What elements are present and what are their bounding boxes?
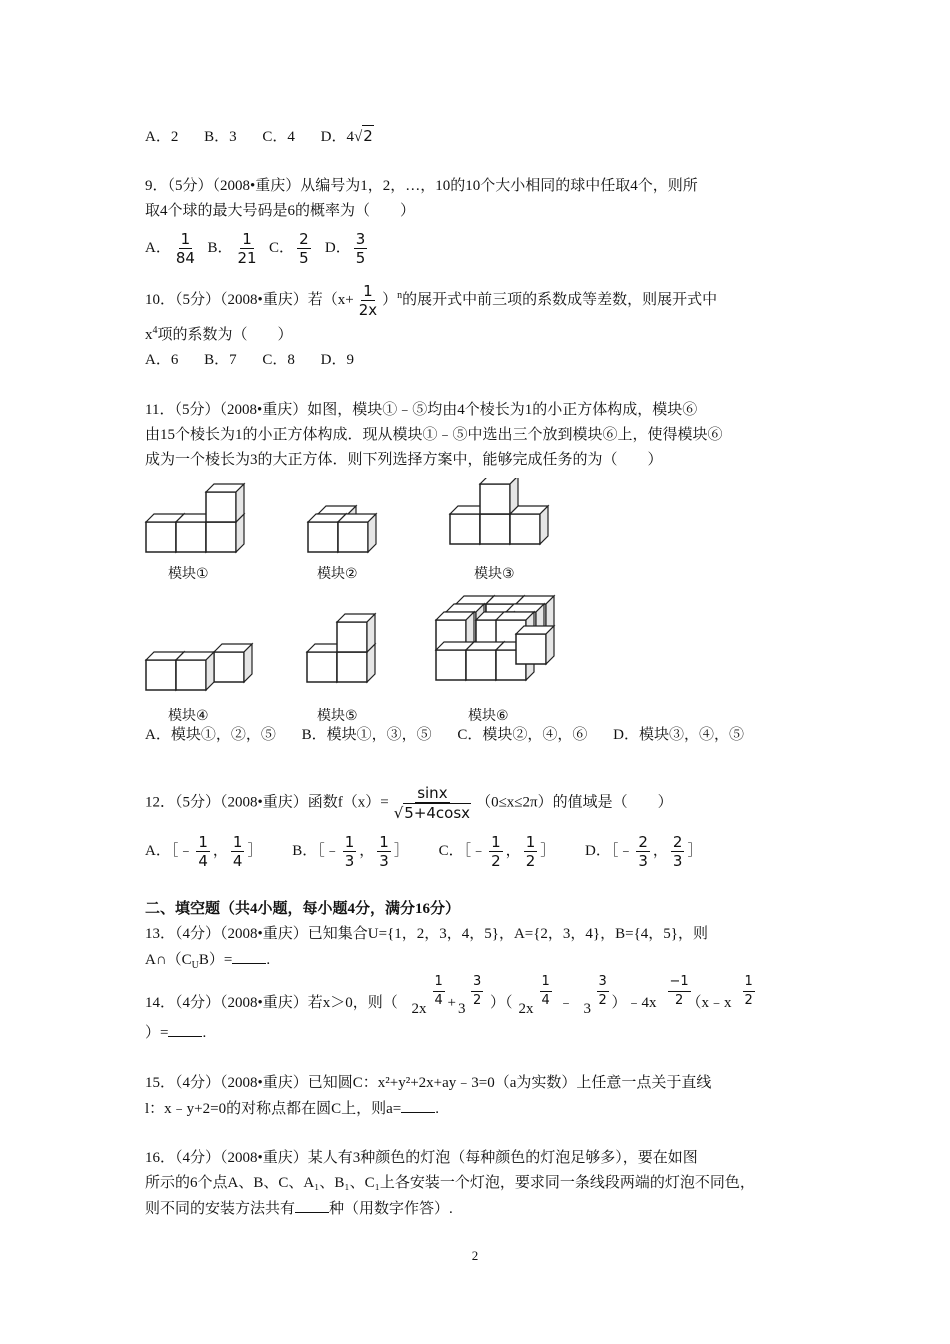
q8-radicand: 2 — [363, 127, 373, 145]
q10-line2: $x^4$项的系数为（ ） — [145, 325, 293, 343]
q9-line2: 取4个球的最大号码是6的概率为（ ） — [145, 203, 416, 219]
module-1-figure — [146, 484, 244, 552]
q9-option-c: C． $\frac{2}{5}$ — [269, 230, 309, 267]
q9-options — [145, 230, 370, 267]
q9-option-a: A． $\frac{1}{84}$ — [145, 230, 195, 267]
q10-option-b: B．7 — [204, 352, 237, 368]
module-5-label: 模块⑤ — [317, 708, 358, 724]
q10-options — [145, 350, 376, 370]
module-4-figure — [146, 644, 252, 690]
q16-line3: 则不同的安装方法共有 种（用数字作答）. — [145, 1198, 453, 1219]
q16-answer-blank — [295, 1198, 329, 1213]
q8-option-a: A．2 — [145, 129, 179, 145]
q11-line1: 11．（5分）（2008•重庆）如图，模块①﹣⑤均由4个棱长为1的小正方体构成，模块⑥ — [145, 402, 698, 418]
q11-figure — [140, 478, 570, 703]
q12-option-b: B．［﹣ $\frac{1}{3}$ ， $\frac{1}{3}$ ］ — [292, 833, 409, 870]
module-4-label: 模块④ — [168, 708, 209, 724]
q13-line1: 13．（4分）（2008•重庆）已知集合U={1，2，3，4，5}，A={2，3，4}，B={4，5}，则 — [145, 926, 709, 942]
q13-line2: $A\cap(C_UB)=$ . — [145, 949, 270, 970]
q15-line2: l：x﹣y+2=0的对称点都在圆C上，则a= . — [145, 1098, 439, 1119]
module-3-figure — [450, 478, 548, 544]
q11-option-a: A．模块①，②，⑤ — [145, 727, 276, 743]
q12-line1: 12．（5分）（2008•重庆）函数f（x）= $\frac{\sin x}{√5+4\cos x}$ （0≤x≤2π）的值域是（ ） — [145, 784, 673, 822]
q14-answer-blank — [168, 1022, 202, 1037]
q13-answer-blank — [232, 949, 266, 964]
q14-line1: 14．（4分）（2008•重庆）若x＞0，则（ 2x $\frac{1}{4}$ + 3 $\frac{3}{2}$ ）（ 2x $\frac{1}{4}$ ﹣ 3 $\frac{3}{2}$ ）﹣4x $\frac{-1}{2}$ （x﹣x $\frac{1}{2}$ — [145, 974, 753, 1017]
q12-option-a: A．［﹣ $\frac{1}{4}$ ， $\frac{1}{4}$ ］ — [145, 833, 263, 870]
q11-line3: 成为一个棱长为3的大正方体．则下列选择方案中，能够完成任务的为（ ） — [145, 452, 663, 468]
page-number: 2 — [471, 1248, 479, 1263]
q16-line1: 16．（4分）（2008•重庆）某人有3种颜色的灯泡（每种颜色的灯泡足够多），要在如图 — [145, 1150, 698, 1166]
q12-option-d: D．［﹣ $\frac{2}{3}$ ， $\frac{2}{3}$ ］ — [585, 833, 703, 870]
q10-option-d: D．9 — [320, 352, 354, 368]
q8-option-d: D．4√2 — [320, 127, 373, 145]
q15-line1: 15．（4分）（2008•重庆）已知圆C：x²+y²+2x+ay﹣3=0（a为实数）上任意一点关于直线 — [145, 1075, 712, 1091]
q15-answer-blank — [401, 1098, 435, 1113]
module-2-figure — [308, 506, 376, 552]
q14-line2: ）= . — [145, 1022, 206, 1043]
module-5-figure — [307, 614, 375, 682]
q8-option-c: C．4 — [262, 129, 295, 145]
q10-option-c: C．8 — [262, 352, 295, 368]
q16-line2: 所示的6个点A、B、C、A₁、B₁、C₁上各安装一个灯泡，要求同一条线段两端的灯泡不同色， — [145, 1175, 755, 1191]
q9-option-b: B． $\frac{1}{21}$ — [207, 230, 257, 267]
q11-line2: 由15个棱长为1的小正方体构成．现从模块①﹣⑤中选出三个放到模块⑥上，使得模块⑥ — [145, 427, 723, 443]
q8-option-b: B．3 — [204, 129, 237, 145]
q8-options — [145, 125, 396, 147]
module-6-label: 模块⑥ — [468, 708, 509, 724]
q11-option-c: C．模块②，④，⑥ — [457, 727, 588, 743]
q9-line1: 9．（5分）（2008•重庆）从编号为1，2，…，10的10个大小相同的球中任取4个，则所 — [145, 178, 698, 194]
q11-option-d: D．模块③，④，⑤ — [613, 727, 744, 743]
module-6-figure — [436, 596, 554, 680]
module-3-label: 模块③ — [474, 566, 515, 582]
q11-options — [145, 725, 766, 745]
q10-line1: 10．（5分）（2008•重庆）若（x+ $\frac{1}{2x}$ ）$^n$的展开式中前三项的系数成等差数，则展开式中 — [145, 282, 718, 319]
module-1-label: 模块① — [168, 566, 209, 582]
q11-option-b: B．模块①，③，⑤ — [301, 727, 432, 743]
q12-options — [145, 833, 702, 870]
module-2-label: 模块② — [317, 566, 358, 582]
q10-option-a: A．6 — [145, 352, 179, 368]
q9-option-d: D． $\frac{3}{5}$ — [324, 230, 366, 267]
q12-option-c: C．［﹣ $\frac{1}{2}$ ， $\frac{1}{2}$ ］ — [438, 833, 556, 870]
section-2-heading: 二、填空题（共4小题，每小题4分，满分16分） — [145, 901, 461, 917]
